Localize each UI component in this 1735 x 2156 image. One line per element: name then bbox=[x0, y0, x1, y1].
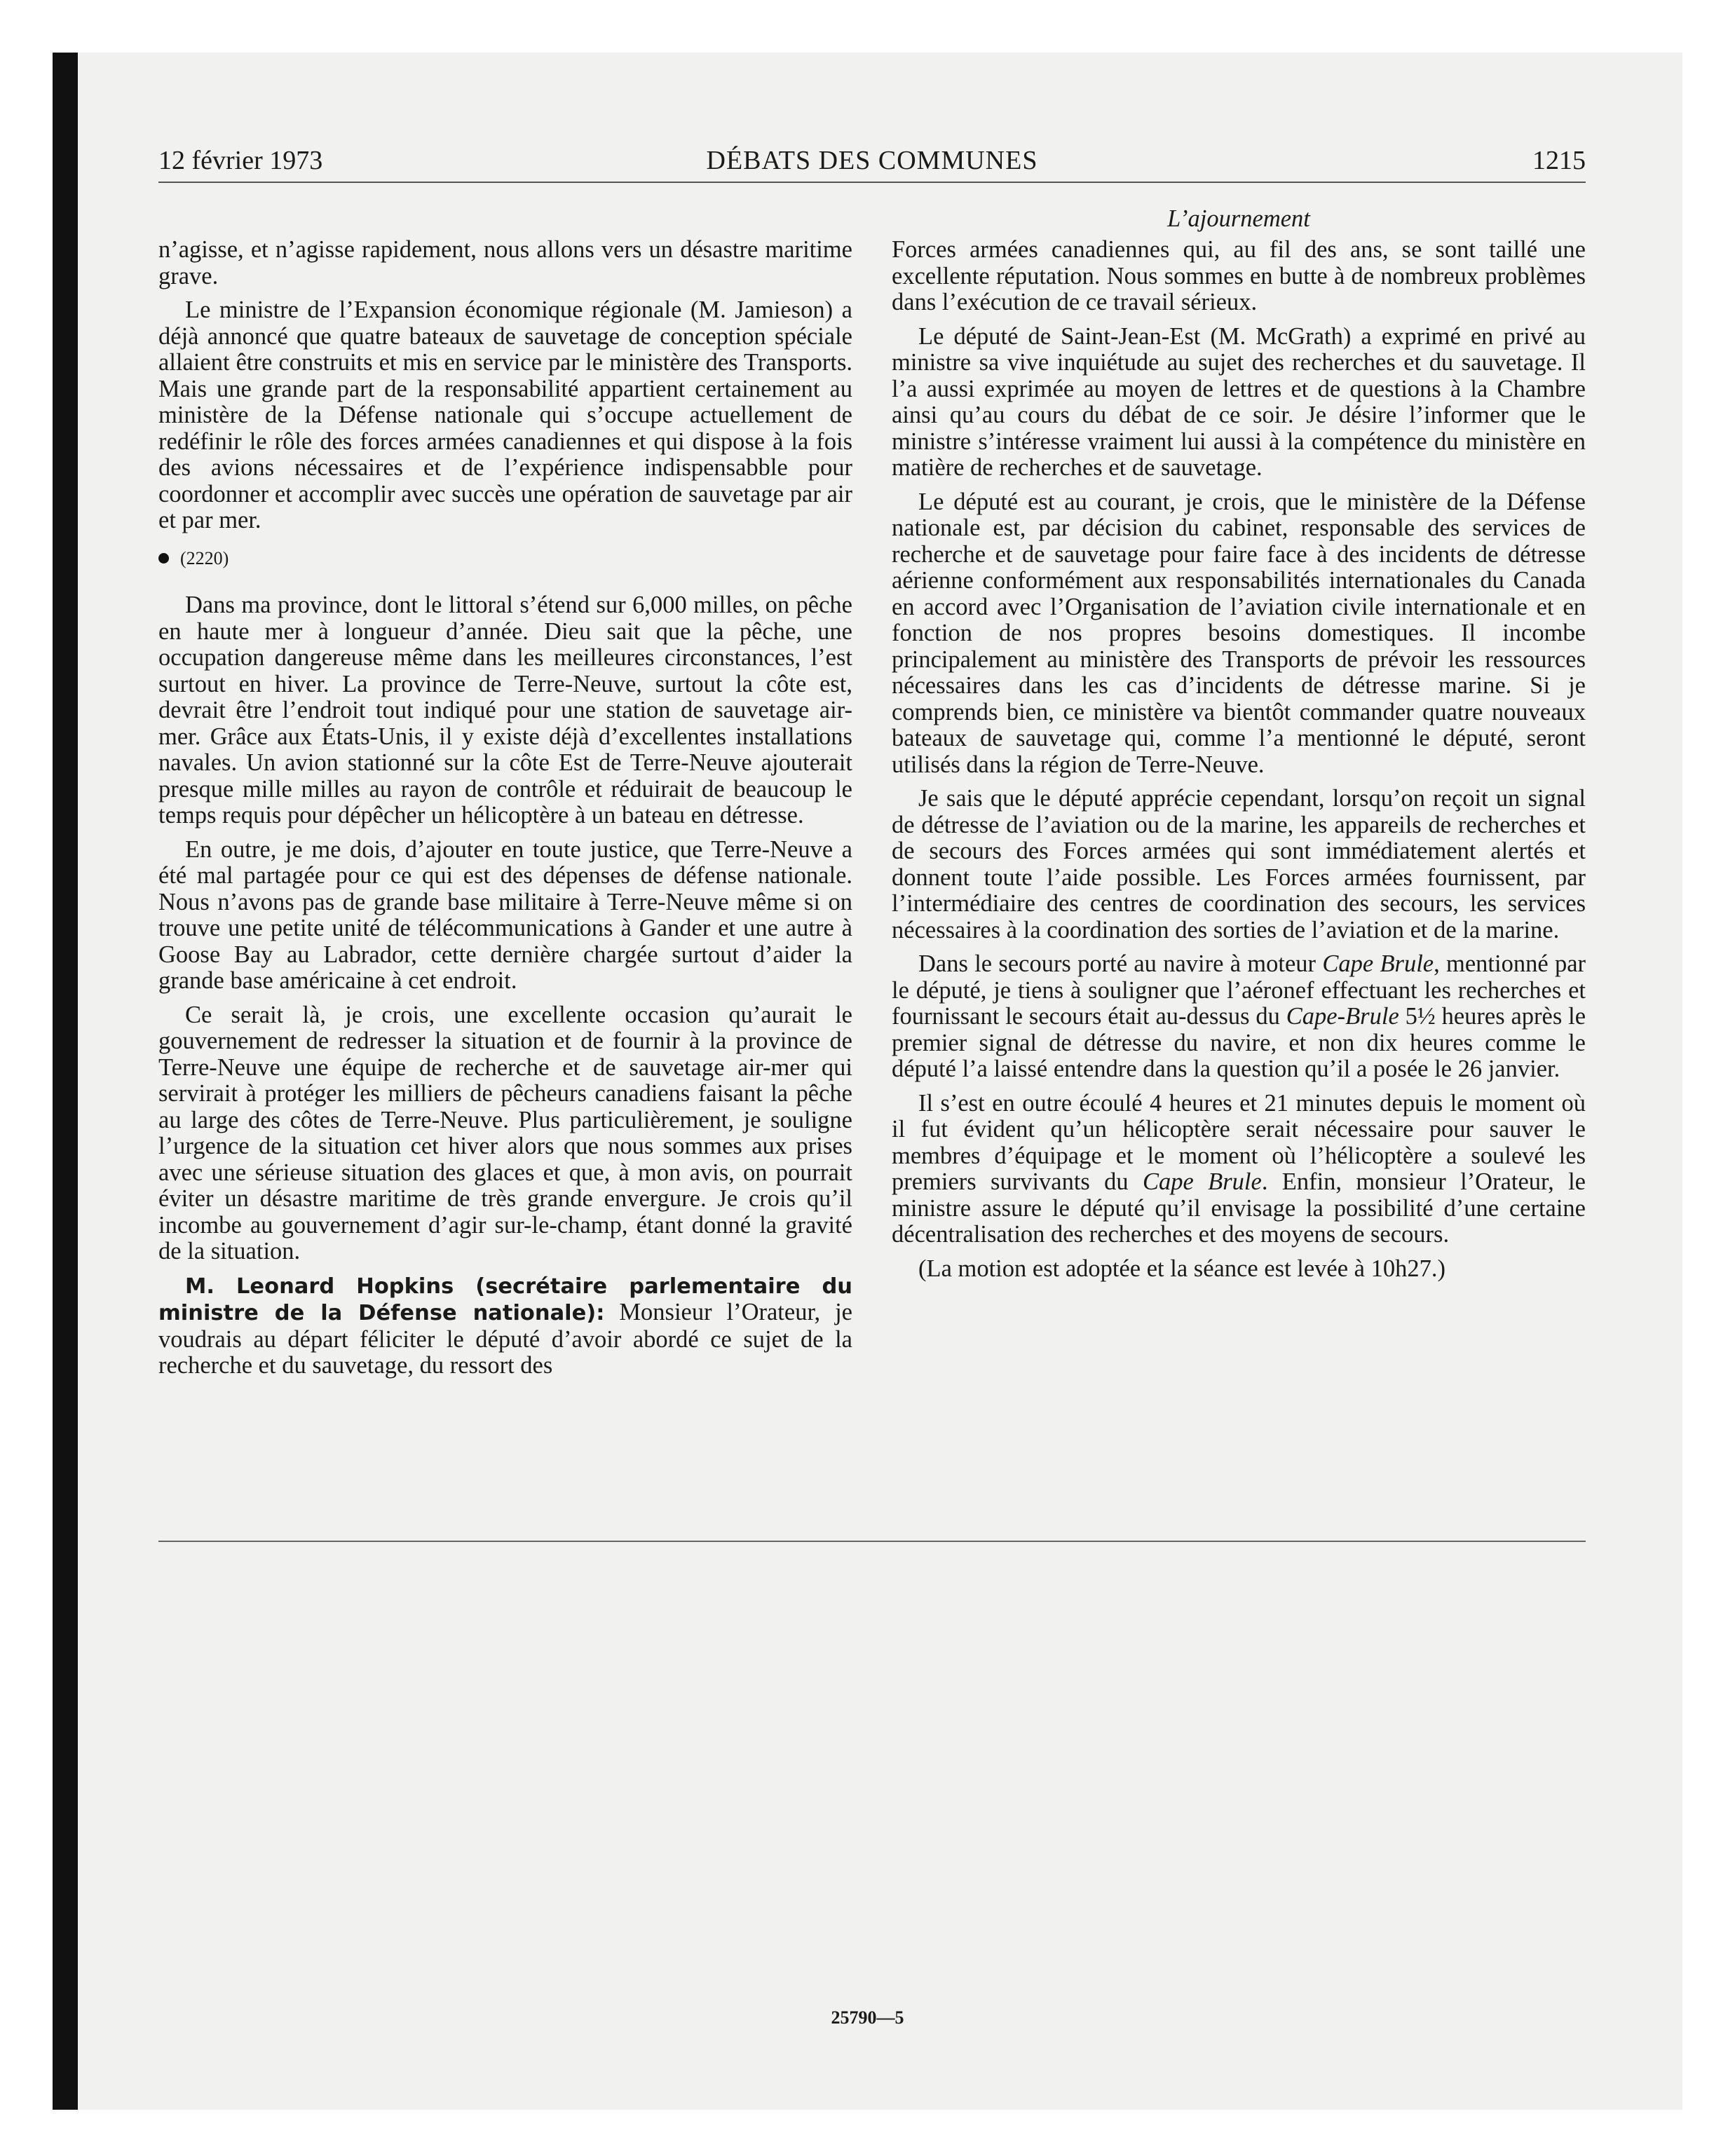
binding-edge bbox=[53, 53, 78, 2110]
page-number: 1215 bbox=[1532, 146, 1586, 175]
ship-name: Cape Brule bbox=[1143, 1168, 1262, 1195]
left-column bbox=[158, 237, 852, 1387]
paragraph: Le ministre de l’Expansion économique régionale (M. Jamieson) a déjà annoncé que quatre bateaux de sauvetage de conception spéciale allaient être construits et mis en service par le ministère des Transports. Mais une grande part de la responsabilité appartient certainement au ministère de la Défense nationale qui s’occupe actuellement de redéfinir le rôle des forces armées canadiennes et qui dispose à la fois des avions nécessaires et de l’expérience indispensabble pour coordonner et accomplir avec succès une opération de sauvetage par air et par mer. bbox=[158, 296, 852, 533]
ship-name: Cape Brule bbox=[1322, 950, 1434, 977]
text-run: Dans le secours porté au navire à moteur bbox=[918, 950, 1323, 977]
paragraph: Je sais que le député apprécie cependant, lorsqu’on reçoit un signal de détresse de l’aviation ou de la marine, les appareils de recherches et de secours des Forces armées qui sont immédiatement alertés et donnent toute l’aide possible. Les Forces armées fournissent, par l’intermédiaire des centres de coordination des secours, les services nécessaires à la coordination des sorties de l’aviation et de la marine. bbox=[892, 785, 1586, 943]
header-date: 12 février 1973 bbox=[158, 146, 323, 175]
paragraph: Forces armées canadiennes qui, au fil des ans, se sont taillé une excellente réputation. Nous sommes en butte à de nombreux problèmes dans l’exécution de ce travail sérieux. bbox=[892, 236, 1586, 315]
footer-signature: 25790—5 bbox=[831, 2007, 904, 2028]
paragraph: Dans ma province, dont le littoral s’étend sur 6,000 milles, on pêche en haute mer à longueur d’année. Dieu sait que la pêche, une occupation dangereuse même dans les meilleures circonstances, l’est surtout en hiver. La province de Terre-Neuve, surtout la côte est, devrait être l’endroit tout indiqué pour une station de sauvetage air-mer. Grâce aux États-Unis, il y existe déjà d’excellentes installations navales. Un avion stationné sur la côte Est de Terre-Neuve ajouterait presque mille milles au rayon de contrôle et réduirait de beaucoup le temps requis pour dépêcher un hélicoptère à un bateau en détresse. bbox=[158, 592, 852, 828]
paragraph: Le député est au courant, je crois, que le ministère de la Défense nationale est, par décision du cabinet, responsable des services de recherche et de sauvetage pour faire face à des incidents de détresse aérienne conformément aux responsabilités internationales du Canada en accord avec l’Organisation de l’aviation civile internationale et en fonction de nos propres besoins domestiques. Il incombe principalement au ministère des Transports de prévoir les ressources nécessaires dans les cas d’incidents de détresse marine. Si je comprends bien, ce ministère va bientôt commander quatre nouveaux bateaux de sauvetage qui, comme l’a mentionné le député, seront utilisés dans la région de Terre-Neuve. bbox=[892, 488, 1586, 778]
ship-name: Cape-Brule bbox=[1286, 1003, 1399, 1030]
section-title: L’ajournement bbox=[1167, 205, 1310, 232]
paragraph bbox=[892, 951, 1586, 1083]
page-header bbox=[158, 144, 1586, 183]
paragraph: n’agisse, et n’agisse rapidement, nous allons vers un désastre maritime grave. bbox=[158, 236, 852, 289]
closing-note: (La motion est adoptée et la séance est levée à 10h27.) bbox=[918, 1255, 1445, 1282]
speaker-name: M. Leonard Hopkins (secrétaire parlementaire du ministre de la Défense nationale): bbox=[158, 1274, 852, 1325]
paragraph: Le député de Saint-Jean-Est (M. McGrath) a exprimé en privé au ministre sa vive inquiétude au sujet des recherches et du sauvetage. Il l’a aussi exprimée au moyen de lettres et de questions à la Chambre ainsi qu’au cours du débat de ce soir. Je désire l’informer que le ministre s’intéresse vraiment lui aussi à la compétence du ministère en matière de recherches et de sauvetage. bbox=[892, 322, 1586, 481]
paragraph: En outre, je me dois, d’ajouter en toute justice, que Terre-Neuve a été mal partagée pour ce qui est des dépenses de défense nationale. Nous n’avons pas de grande base militaire à Terre-Neuve même si on trouve une petite unité de télécommunications à Gander et une autre à Goose Bay au Labrador, cette dernière chargée surtout d’aider la grande base américaine à cet endroit. bbox=[158, 835, 852, 994]
right-column bbox=[892, 237, 1586, 1290]
header-title: DÉBATS DES COMMUNES bbox=[706, 146, 1038, 175]
paragraph bbox=[892, 1091, 1586, 1248]
text-run: Il s’est en outre écoulé 4 heures et 21 minutes depuis le moment où il fut évident qu’un hélicoptère serait nécessaire pour sauver le membres d’équipage et le moment où l’hélicoptère a soulevé les premiers survivants du bbox=[892, 1089, 1586, 1195]
time-marker-label: (2220) bbox=[180, 547, 229, 568]
bullet-icon bbox=[158, 553, 169, 564]
time-marker bbox=[158, 545, 852, 572]
paragraph: Ce serait là, je crois, une excellente occasion qu’aurait le gouvernement de redresser la situation et de fournir à la province de Terre-Neuve une équipe de recherche et de sauvetage air-mer qui servirait à protéger les milliers de pêcheurs canadiens faisant la pêche au large des côtes de Terre-Neuve. Plus particulièrement, je souligne l’urgence de la situation cet hiver alors que nous sommes aux prises avec une sérieuse situation des glaces et que, à mon avis, on pourrait éviter un désastre maritime de très grande envergure. Je crois qu’il incombe au gouvernement d’agir sur-le-champ, étant donné la gravité de la situation. bbox=[158, 1001, 852, 1264]
speaker-text: Monsieur l’Orateur, je voudrais au départ féliciter le député d’avoir abordé ce sujet de la recherche et du sauvetage, du ressort des bbox=[158, 1299, 852, 1379]
bottom-rule bbox=[158, 1541, 1586, 1542]
text-run: 5½ heures après le premier signal de détresse du navire, et non dix heures comme le député l’a laissé entendre dans la question qu’il a posée le 26 janvier. bbox=[892, 1003, 1586, 1082]
speaker-paragraph bbox=[158, 1273, 852, 1379]
text-run: . Enfin, monsieur l’Orateur, le ministre assure le député qu’il envisage la possibilité d’une certaine décentralisation des recherches et des moyens de secours. bbox=[892, 1168, 1586, 1248]
text-run: , mentionné par le député, je tiens à souligner que l’aéronef effectuant les recherches et fournissant le secours était au-dessus du bbox=[892, 950, 1586, 1030]
